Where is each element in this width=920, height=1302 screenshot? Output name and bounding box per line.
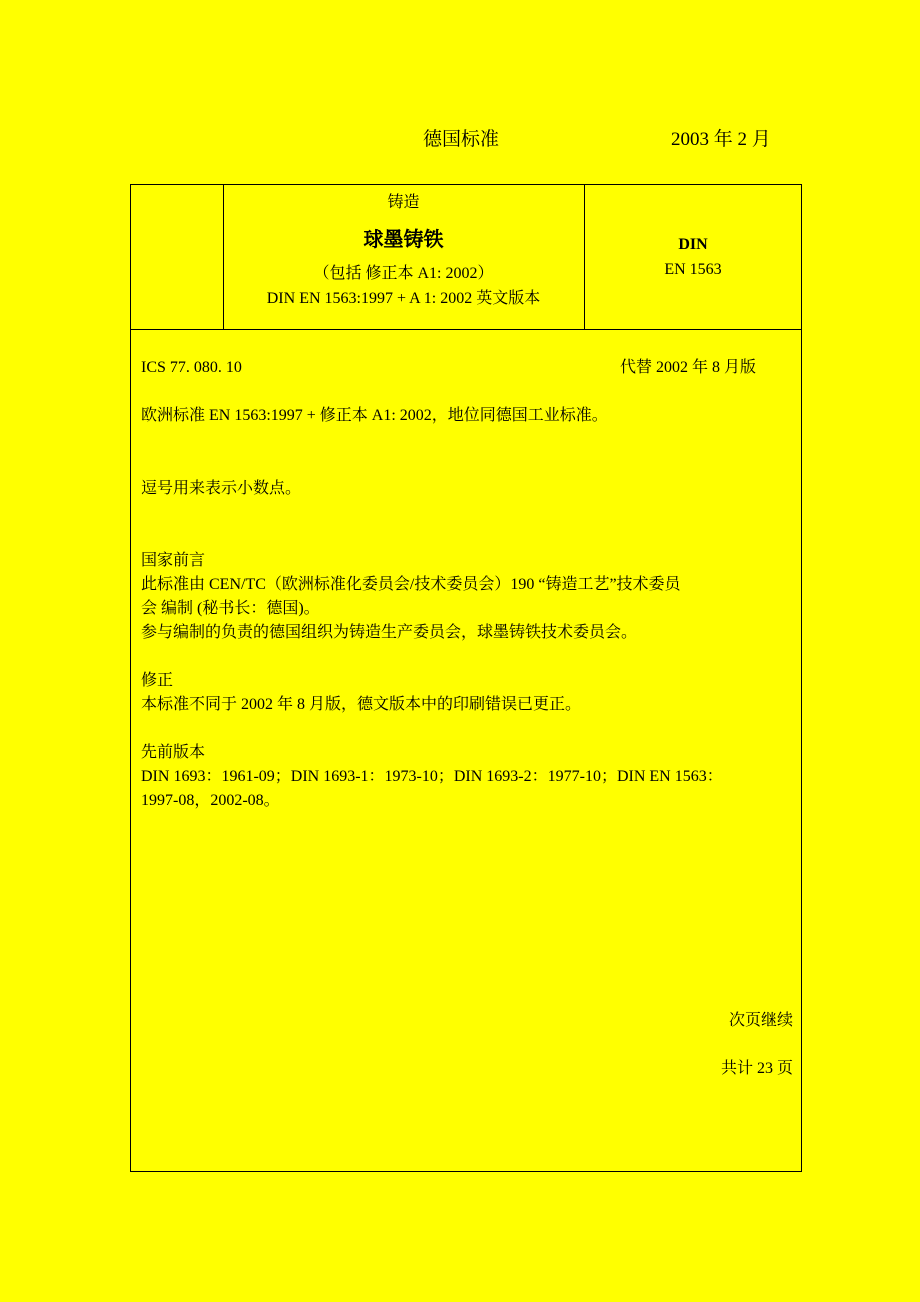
amendments-heading: 修正	[141, 672, 174, 689]
amendment-note: （包括 修正本 A1: 2002）	[313, 265, 494, 282]
previous-editions-heading: 先前版本	[141, 744, 206, 761]
edition-note: DIN EN 1563:1997 + A 1: 2002 英文版本	[266, 290, 541, 307]
previous-editions-line-2: 1997-08，2002-08。	[141, 792, 280, 809]
decimal-comma-note: 逗号用来表示小数点。	[141, 480, 302, 497]
standard-frame	[130, 184, 802, 1172]
title-block-center-cell	[223, 185, 585, 329]
foreword-line-1: 此标准由 CEN/TC（欧洲标准化委员会/技术委员会）190 “铸造工艺”技术委员	[141, 576, 681, 593]
issue-date: 2003 年 2 月	[671, 129, 771, 150]
title-block-right-cell	[585, 185, 801, 329]
issuing-body: 德国标准	[423, 129, 500, 150]
replaces-note: 代替 2002 年 8 月版	[620, 359, 757, 376]
standard-title: 球墨铸铁	[363, 227, 444, 251]
din-label: DIN	[678, 236, 708, 253]
category-label: 铸造	[387, 194, 420, 211]
foreword-line-3: 参与编制的负责的德国组织为铸造生产委员会，球墨铸铁技术委员会。	[141, 624, 638, 641]
amendments-text: 本标准不同于 2002 年 8 月版，德文版本中的印刷错误已更正。	[141, 696, 582, 713]
title-block-left-cell	[131, 185, 224, 329]
previous-editions-line-1: DIN 1693：1961-09；DIN 1693-1：1973-10；DIN 1693-2：1977-10；DIN EN 1563：	[141, 768, 723, 785]
ics-code: ICS 77. 080. 10	[141, 359, 242, 376]
foreword-line-2: 会 编制 (秘书长：德国)。	[141, 600, 320, 617]
national-foreword-heading: 国家前言	[141, 552, 206, 569]
title-block	[131, 185, 801, 330]
din-number: EN 1563	[664, 261, 722, 278]
continued-note: 次页继续	[728, 1012, 793, 1029]
total-pages: 共计 23 页	[720, 1060, 793, 1077]
eu-standard-note: 欧洲标准 EN 1563:1997 + 修正本 A1: 2002，地位同德国工业标准。	[141, 407, 608, 424]
